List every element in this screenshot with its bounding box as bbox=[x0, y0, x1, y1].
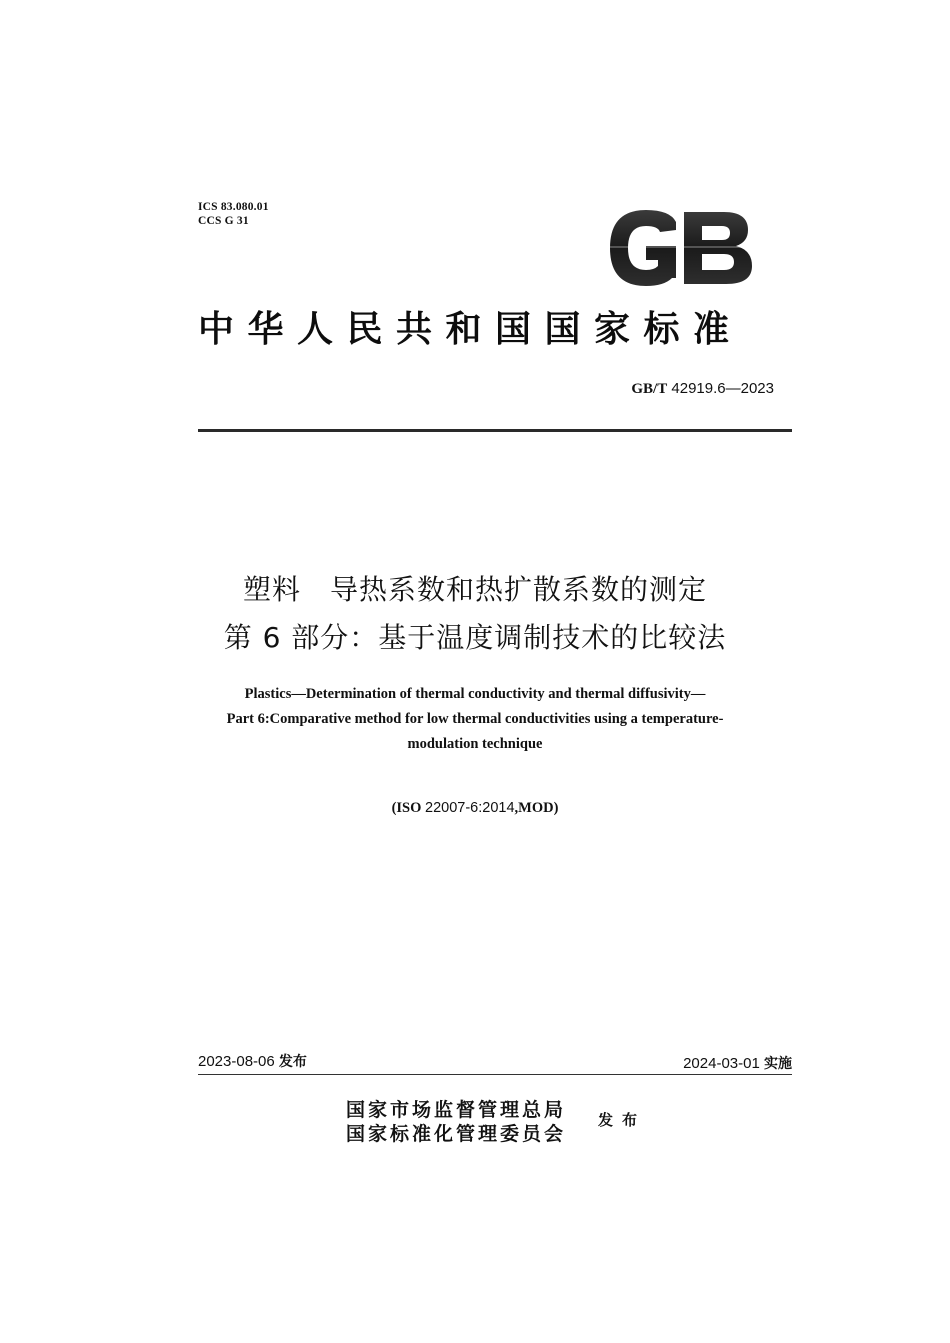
title-en-line1: Plastics—Determination of thermal conductivity and thermal diffusivity— bbox=[244, 686, 706, 702]
issuer-sac: 国家标准化管理委员会 bbox=[346, 1123, 567, 1145]
country-standard-title: 中华人民共和国国家标准 bbox=[198, 308, 743, 350]
footer-divider bbox=[198, 1074, 792, 1075]
implement-label: 实施 bbox=[764, 1056, 792, 1072]
issue-date-block bbox=[198, 1052, 307, 1072]
issue-label: 发布 bbox=[278, 1054, 307, 1070]
header-divider bbox=[198, 429, 792, 432]
title-cn-line1: 塑料 导热系数和热扩散系数的测定 bbox=[242, 573, 707, 606]
issuing-authorities bbox=[346, 1098, 566, 1146]
title-en-line3: modulation technique bbox=[407, 736, 543, 752]
issuer-samr: 国家市场监督管理总局 bbox=[346, 1099, 567, 1121]
iso-reference-number: 22007-6:2014 bbox=[425, 800, 515, 816]
ics-code: ICS 83.080.01 bbox=[198, 201, 269, 213]
title-cn-line2: 第 6 部分：基于温度调制技术的比较法 bbox=[223, 621, 727, 654]
standard-number bbox=[631, 380, 774, 398]
implement-date-block bbox=[683, 1054, 792, 1074]
classification-codes bbox=[198, 200, 269, 228]
iso-reference bbox=[0, 797, 950, 819]
issue-date: 2023-08-06 bbox=[198, 1053, 275, 1070]
title-en-line2: Part 6:Comparative method for low thermal conductivities using a temperature- bbox=[226, 711, 724, 727]
standard-code: 42919.6—2023 bbox=[671, 380, 774, 397]
iso-reference-close: ,MOD) bbox=[514, 800, 559, 816]
gb-logo bbox=[606, 208, 756, 288]
standard-prefix: GB/T bbox=[631, 381, 668, 397]
iso-reference-open: (ISO bbox=[391, 800, 426, 816]
issue-action: 发布 bbox=[598, 1111, 647, 1129]
implement-date: 2024-03-01 bbox=[683, 1055, 760, 1072]
ccs-code: CCS G 31 bbox=[198, 215, 249, 227]
